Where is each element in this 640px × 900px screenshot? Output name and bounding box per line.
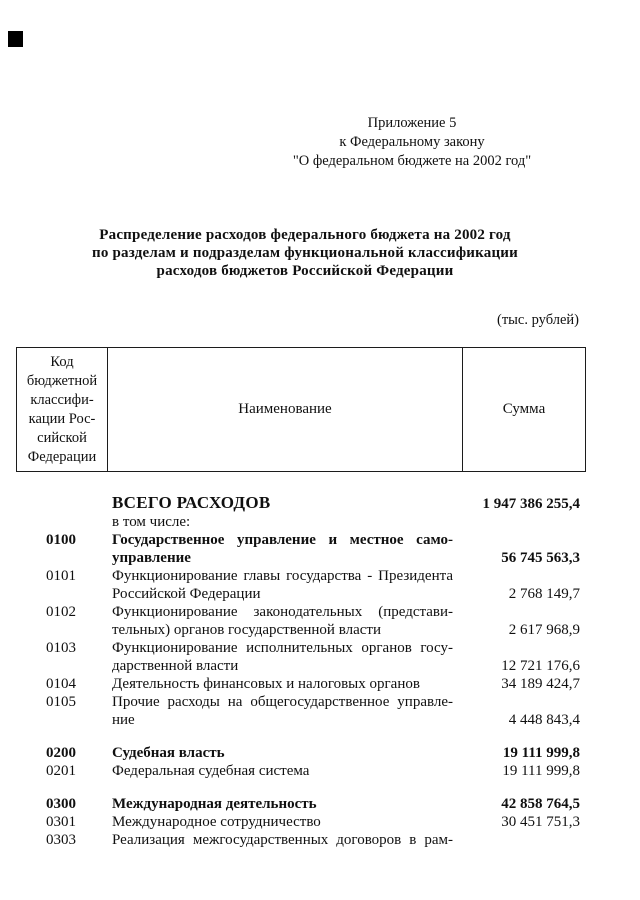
row-name: Международное сотрудничество — [112, 814, 321, 830]
scan-artifact — [8, 31, 23, 47]
table-row — [16, 513, 586, 531]
table-row — [16, 813, 586, 831]
table-header — [16, 347, 586, 472]
table-row-line — [16, 513, 586, 531]
table-row — [16, 675, 586, 693]
row-name: Федеральная судебная система — [112, 763, 310, 779]
table-row — [16, 693, 586, 729]
row-name: Судебная власть — [112, 745, 225, 761]
table-row — [16, 639, 586, 675]
row-sum: 19 111 999,8 — [502, 763, 580, 779]
row-code: 0103 — [46, 640, 76, 656]
table-row — [16, 762, 586, 780]
row-code: 0301 — [46, 814, 76, 830]
row-code: 0105 — [46, 694, 76, 710]
table-row — [16, 531, 586, 567]
table-row-line — [16, 549, 586, 567]
table-row-line — [16, 567, 586, 585]
row-code: 0100 — [46, 532, 76, 548]
table-row-line — [16, 711, 586, 729]
header-code-line: классифи- — [30, 391, 94, 408]
table-body — [16, 494, 586, 849]
row-sum: 19 111 999,8 — [502, 745, 580, 761]
row-code: 0300 — [46, 796, 76, 812]
row-code: 0200 — [46, 745, 76, 761]
table-row — [16, 831, 586, 849]
row-name: Российской Федерации — [112, 586, 261, 602]
appendix-block — [252, 114, 572, 171]
row-sum: 1 947 386 255,4 — [482, 496, 580, 512]
header-name-label: Наименование — [238, 401, 332, 417]
table-row-line — [16, 795, 586, 813]
row-name: ние — [112, 712, 135, 728]
table-row-line — [16, 831, 586, 849]
header-code-column — [17, 348, 108, 471]
row-sum: 30 451 751,3 — [501, 814, 580, 830]
row-sum: 2 768 149,7 — [508, 586, 580, 602]
row-name: Функционирование законодательных (представи- — [112, 604, 453, 620]
row-name: тельных) органов государственной власти — [112, 622, 381, 638]
row-name: ВСЕГО РАСХОДОВ — [112, 493, 271, 512]
row-code: 0102 — [46, 604, 76, 620]
appendix-line: "О федеральном бюджете на 2002 год" — [292, 153, 532, 169]
table-row-line — [16, 675, 586, 693]
table-row — [16, 744, 586, 762]
row-sum: 42 858 764,5 — [501, 796, 580, 812]
row-name: Прочие расходы на общегосударственное управле- — [112, 694, 453, 710]
table-row-line — [16, 585, 586, 603]
row-name: в том числе: — [112, 514, 191, 530]
row-code: 0303 — [46, 832, 76, 848]
row-sum: 56 745 563,3 — [501, 550, 580, 566]
table-row-line — [16, 762, 586, 780]
header-code-line: сийской — [37, 429, 87, 446]
row-name: Функционирование главы государства - Президента — [112, 568, 453, 584]
row-sum: 4 448 843,4 — [508, 712, 580, 728]
title-line: по разделам и подразделам функциональной классификации — [92, 245, 518, 261]
row-name: Деятельность финансовых и налоговых органов — [112, 676, 420, 692]
header-sum-label: Сумма — [502, 401, 546, 417]
table-row-line — [16, 657, 586, 675]
table-row-line — [16, 531, 586, 549]
title-line: расходов бюджетов Российской Федерации — [156, 263, 454, 279]
page-title — [58, 226, 552, 280]
row-sum: 2 617 968,9 — [508, 622, 580, 638]
header-name-column — [108, 348, 463, 471]
table-row-line — [16, 744, 586, 762]
row-code: 0201 — [46, 763, 76, 779]
row-name: Функционирование исполнительных органов госу- — [112, 640, 453, 656]
table-row — [16, 494, 586, 513]
table-row — [16, 603, 586, 639]
table-row — [16, 795, 586, 813]
row-name: управление — [112, 550, 191, 566]
row-name: Государственное управление и местное само- — [112, 532, 453, 548]
row-name: Международная деятельность — [112, 796, 317, 812]
row-sum: 34 189 424,7 — [501, 676, 580, 692]
table-row-line — [16, 621, 586, 639]
row-name: Реализация межгосударственных договоров в рам- — [112, 832, 453, 848]
row-code: 0104 — [46, 676, 76, 692]
units-note: (тыс. рублей) — [497, 312, 579, 328]
table-row-line — [16, 494, 586, 513]
header-sum-column — [463, 348, 585, 471]
table-row — [16, 567, 586, 603]
appendix-line: Приложение 5 — [367, 115, 457, 131]
header-code-line: Федерации — [27, 448, 97, 465]
table-row-line — [16, 639, 586, 657]
appendix-line: к Федеральному закону — [339, 134, 485, 150]
table-row-line — [16, 693, 586, 711]
table-row-line — [16, 813, 586, 831]
header-code-line: Код — [50, 353, 74, 370]
row-code: 0101 — [46, 568, 76, 584]
row-name: дарственной власти — [112, 658, 239, 674]
table-row-line — [16, 603, 586, 621]
header-code-line: бюджетной — [26, 372, 98, 389]
header-code-line: кации Рос- — [28, 410, 96, 427]
title-line: Распределение расходов федерального бюджета на 2002 год — [99, 227, 511, 243]
row-sum: 12 721 176,6 — [501, 658, 580, 674]
